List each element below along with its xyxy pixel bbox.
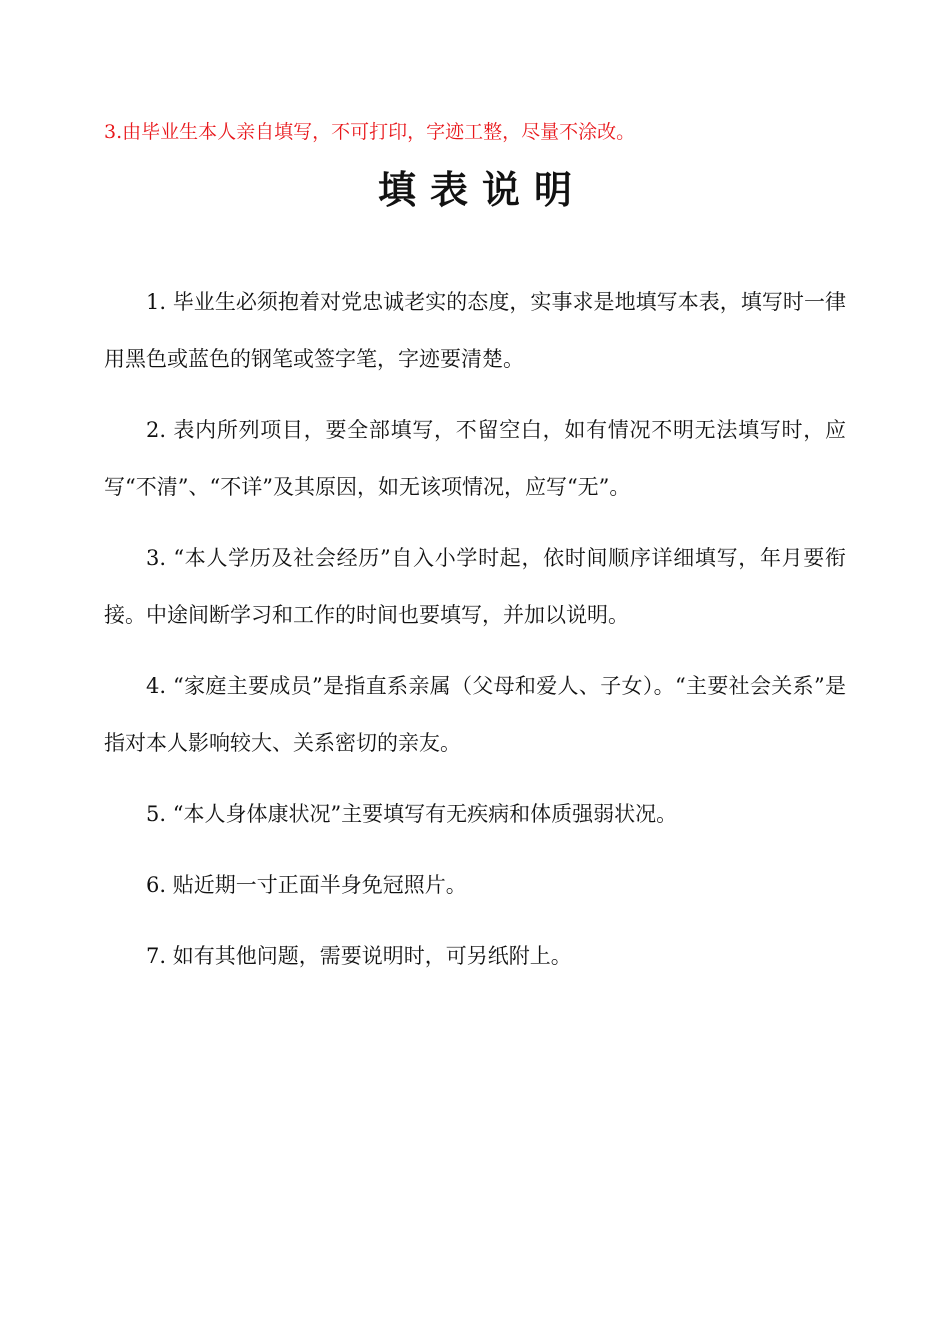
instruction-item-2: 2. 表内所列项目，要全部填写，不留空白，如有情况不明无法填写时，应写“不清”、“不详”及其原因，如无该项情况，应写“无”。 — [104, 418, 846, 499]
red-notice-text: 3.由毕业生本人亲自填写，不可打印，字迹工整，尽量不涂改。 — [104, 121, 636, 143]
instruction-item-4: 4. “家庭主要成员”是指直系亲属（父母和爱人、子女）。“主要社会关系”是指对本人影响较大、关系密切的亲友。 — [104, 674, 846, 755]
instruction-item-5: 5. “本人身体康状况”主要填写有无疾病和体质强弱状况。 — [146, 802, 678, 826]
instruction-item-6: 6. 贴近期一寸正面半身免冠照片。 — [146, 873, 467, 897]
instruction-list — [104, 274, 846, 999]
page-title: 填表说明 — [377, 167, 586, 212]
instruction-item-1: 1. 毕业生必须抱着对党忠诚老实的态度，实事求是地填写本表，填写时一律用黑色或蓝色的钢笔或签字笔，字迹要清楚。 — [104, 290, 846, 371]
instruction-item-3: 3. “本人学历及社会经历”自入小学时起，依时间顺序详细填写，年月要衔接。中途间断学习和工作的时间也要填写，并加以说明。 — [104, 546, 846, 627]
instruction-item-7: 7. 如有其他问题，需要说明时，可另纸附上。 — [146, 944, 572, 968]
